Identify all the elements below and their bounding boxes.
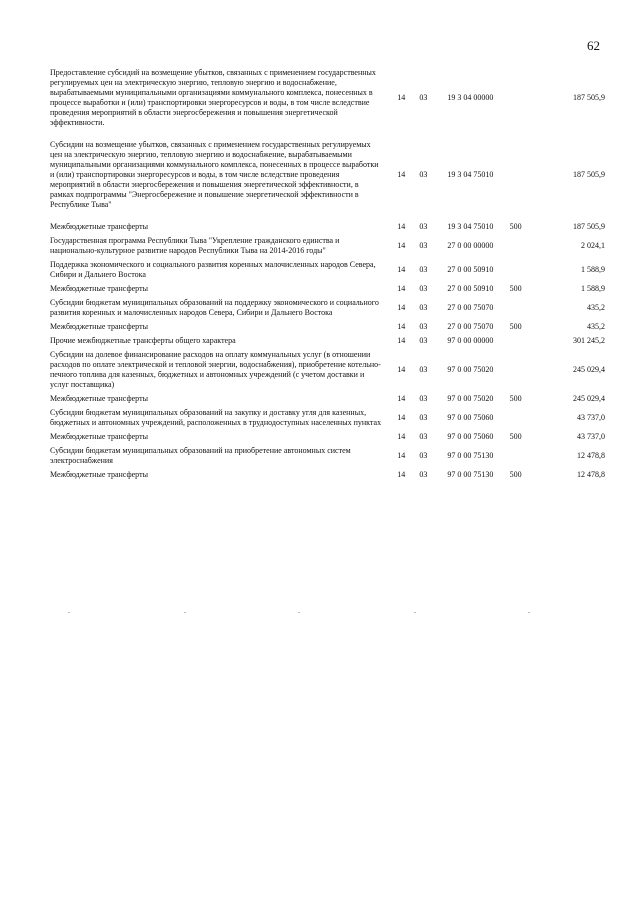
row-subsection: 03: [419, 170, 428, 179]
scan-artifact: [298, 612, 300, 613]
row-expense-type: [510, 236, 544, 260]
table-row: [50, 222, 605, 236]
row-amount: 12 478,8: [577, 451, 605, 460]
row-expense-type: 500: [509, 284, 522, 293]
row-target-article: 19 3 04 75010: [447, 170, 494, 179]
row-subsection: 03: [419, 265, 428, 274]
row-target-article: 97 0 00 75020: [447, 365, 494, 374]
table-row: [50, 236, 605, 260]
row-expense-type: [510, 350, 544, 394]
row-expense-type: [510, 446, 544, 470]
row-subsection: 03: [419, 394, 428, 403]
row-subsection: 03: [419, 451, 428, 460]
table-row: [50, 284, 605, 298]
row-target-article: 97 0 00 75020: [447, 394, 494, 403]
row-target-article: 27 0 00 75070: [447, 303, 494, 312]
row-amount: 12 478,8: [577, 470, 605, 479]
table-row: [50, 140, 605, 222]
row-target-article: 97 0 00 75130: [447, 470, 494, 479]
table-row: [50, 408, 605, 432]
row-expense-type: 500: [509, 222, 522, 231]
row-target-article: 19 3 04 00000: [447, 93, 494, 102]
table-row: [50, 322, 605, 336]
row-subsection: 03: [419, 284, 428, 293]
row-subsection: 03: [419, 222, 428, 231]
row-amount: 187 505,9: [573, 170, 605, 179]
row-amount: 435,2: [587, 303, 605, 312]
table-row: [50, 260, 605, 284]
row-target-article: 27 0 00 00000: [447, 241, 494, 250]
table-row: [50, 336, 605, 350]
row-name: Межбюджетные трансферты: [50, 222, 148, 231]
row-amount: 187 505,9: [573, 93, 605, 102]
table-row: [50, 298, 605, 322]
row-expense-type: [510, 298, 544, 322]
row-name: Поддержка экономического и социального развития коренных малочисленных народов Севера, Сибири и Дальнего Востока: [50, 260, 376, 279]
row-section: 14: [397, 303, 406, 312]
row-name: Межбюджетные трансферты: [50, 394, 148, 403]
row-section: 14: [397, 365, 406, 374]
row-name: Субсидии на долевое финансирование расходов на оплату коммунальных услуг (в отношении расходов по оплате электрической и тепловой энергии, водоснабжения), приобретение котельно-печного топлива для казенных, бюджетных и автономных учреждений (с учетом доставки и услуг поставщика): [50, 350, 381, 389]
row-amount: 1 588,9: [581, 265, 605, 274]
row-amount: 435,2: [587, 322, 605, 331]
row-section: 14: [397, 170, 406, 179]
row-subsection: 03: [419, 241, 428, 250]
row-expense-type: [510, 408, 544, 432]
row-name: Межбюджетные трансферты: [50, 432, 148, 441]
row-section: 14: [397, 432, 406, 441]
row-subsection: 03: [419, 470, 428, 479]
page-number: 62: [587, 38, 600, 53]
row-target-article: 19 3 04 75010: [447, 222, 494, 231]
row-name: Межбюджетные трансферты: [50, 470, 148, 479]
scan-artifact: [414, 612, 416, 613]
row-section: 14: [397, 222, 406, 231]
table-row: [50, 350, 605, 394]
row-subsection: 03: [419, 365, 428, 374]
row-target-article: 97 0 00 75060: [447, 413, 494, 422]
row-subsection: 03: [419, 336, 428, 345]
row-target-article: 27 0 00 50910: [447, 265, 494, 274]
row-target-article: 27 0 00 50910: [447, 284, 494, 293]
row-target-article: 97 0 00 75130: [447, 451, 494, 460]
row-expense-type: 500: [509, 470, 522, 479]
row-section: 14: [397, 322, 406, 331]
row-name: Субсидии бюджетам муниципальных образований на приобретение автономных систем электроснабжения: [50, 446, 351, 465]
row-section: 14: [397, 265, 406, 274]
row-expense-type: 500: [509, 394, 522, 403]
table-row: [50, 432, 605, 446]
budget-table: [50, 68, 605, 480]
row-subsection: 03: [419, 303, 428, 312]
row-expense-type: [510, 140, 544, 222]
row-name: Субсидии на возмещение убытков, связанных с применением государственных регулируемых цен на электрическую энергию, тепловую энергию и водоснабжение, вырабатываемыми муниципальными организациями коммунального комплекса, понесенных в процессе выработки и (или) транспортировки энергоресурсов и воды, в том числе вследствие проведения мероприятий в области энергосбережения и повышения энергетической эффективности, в рамках подпрограммы "Энергосбережение и повышение энергетической эффективности в Республике Тыва": [50, 140, 379, 209]
row-name: Субсидии бюджетам муниципальных образований на закупку и доставку угля для казенных, бюджетных и автономных учреждений, расположенных в труднодоступных населенных пунктах: [50, 408, 382, 427]
row-expense-type: [510, 260, 544, 284]
row-amount: 187 505,9: [573, 222, 605, 231]
row-section: 14: [397, 413, 406, 422]
row-section: 14: [397, 394, 406, 403]
row-section: 14: [397, 451, 406, 460]
row-section: 14: [397, 93, 406, 102]
table-row: [50, 446, 605, 470]
row-subsection: 03: [419, 432, 428, 441]
row-expense-type: [510, 336, 544, 350]
row-name: Субсидии бюджетам муниципальных образований на поддержку экономического и социального развития коренных и малочисленных народов Севера, Сибири и Дальнего Востока: [50, 298, 379, 317]
table-row: [50, 394, 605, 408]
row-target-article: 97 0 00 00000: [447, 336, 494, 345]
row-section: 14: [397, 284, 406, 293]
row-amount: 301 245,2: [573, 336, 605, 345]
row-subsection: 03: [419, 413, 428, 422]
scan-artifact: [184, 612, 186, 613]
row-section: 14: [397, 470, 406, 479]
row-expense-type: 500: [509, 322, 522, 331]
row-amount: 1 588,9: [581, 284, 605, 293]
row-target-article: 27 0 00 75070: [447, 322, 494, 331]
row-name: Межбюджетные трансферты: [50, 284, 148, 293]
row-amount: 245 029,4: [573, 394, 605, 403]
row-section: 14: [397, 241, 406, 250]
row-name: Прочие межбюджетные трансферты общего характера: [50, 336, 236, 345]
table-row: [50, 470, 605, 480]
row-expense-type: 500: [509, 432, 522, 441]
row-expense-type: [510, 68, 544, 140]
row-amount: 245 029,4: [573, 365, 605, 374]
row-name: Предоставление субсидий на возмещение убытков, связанных с применением государственных регулируемых цен на электрическую энергию, тепловую энергию и водоснабжение, вырабатываемыми муниципальными организациями коммунального комплекса, понесенных в процессе выработки и (или) транспортировки энергоресурсов и воды, в том числе вследствие проведения мероприятий в области энергосбережения и повышения энергетической эффективности.: [50, 68, 376, 127]
row-subsection: 03: [419, 93, 428, 102]
row-subsection: 03: [419, 322, 428, 331]
row-target-article: 97 0 00 75060: [447, 432, 494, 441]
row-amount: 43 737,0: [577, 432, 605, 441]
scan-artifact: [68, 612, 70, 613]
row-name: Межбюджетные трансферты: [50, 322, 148, 331]
table-row: [50, 68, 605, 140]
row-amount: 2 024,1: [581, 241, 605, 250]
scan-artifact: [528, 612, 530, 613]
row-name: Государственная программа Республики Тыва "Укрепление гражданского единства и национально-культурное развитие народов Республики Тыва на 2014-2016 годы": [50, 236, 340, 255]
row-amount: 43 737,0: [577, 413, 605, 422]
row-section: 14: [397, 336, 406, 345]
